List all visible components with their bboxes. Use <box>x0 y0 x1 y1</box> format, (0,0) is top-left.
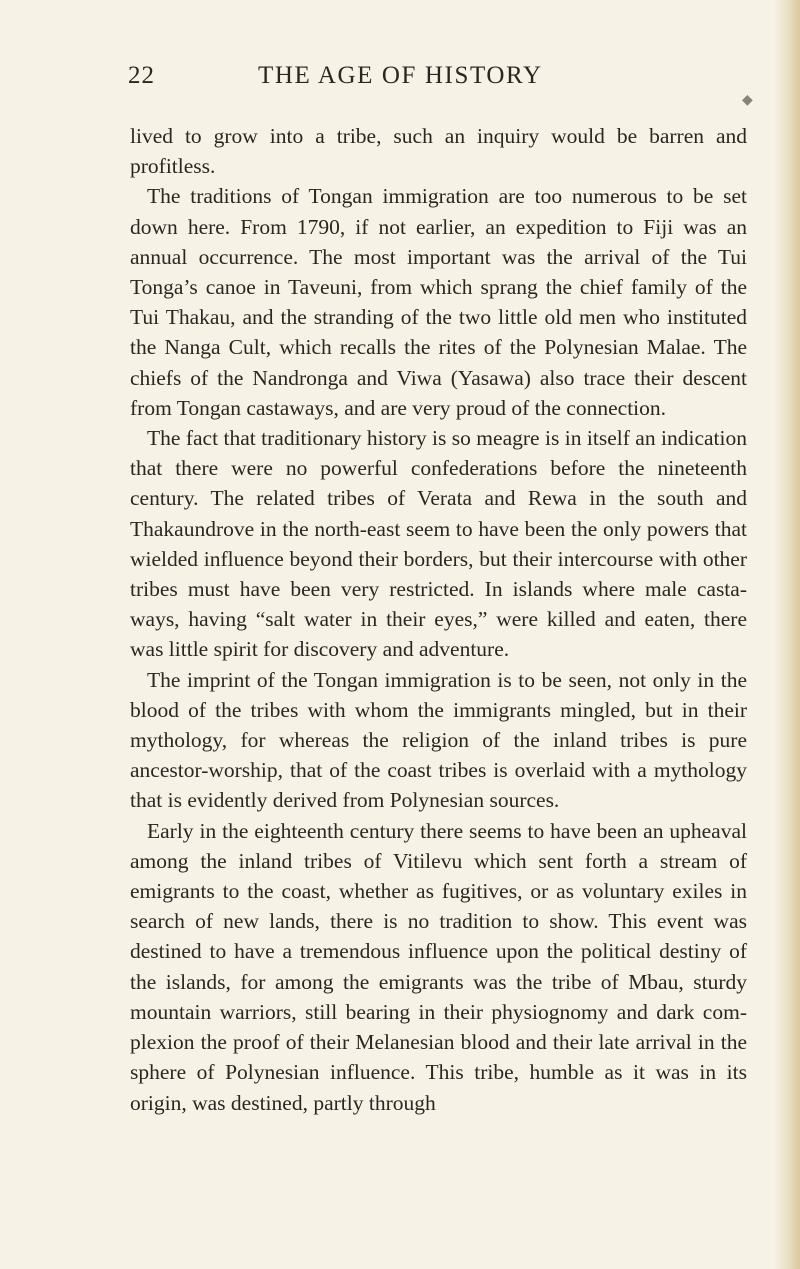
paragraph-5: Early in the eighteenth century there seems to have been an upheaval among the inland tribes of Vitilevu which sent forth a stream of emigrants to the coast, whether as fugitives, or as voluntary exiles in search of new lands, there is no tradition to show. This event was destined to have a tremendous influence upon the political destiny of the islands, for among the emigrants was the tribe of Mbau, sturdy mountain warriors, still bearing in their physiognomy and dark com-plexion the proof of their Melanesian blood and their late arrival in the sphere of Polynesian influence. This tribe, humble as it was in its origin, was destined, partly through <box>130 818 747 1115</box>
paragraph-2: The traditions of Tongan immigration are too numerous to be set down here. From 1790, if not earlier, an expedition to Fiji was an annual occurrence. The most important was the arrival of the Tui Tonga’s canoe in Taveuni, from which sprang the chief family of the Tui Thakau, and the stranding of the two little old men who instituted the Nanga Cult, which recalls the rites of the Polynesian Malae. The chiefs of the Nandronga and Viwa (Yasawa) also trace their descent from Tongan castaways, and are very proud of the connection. <box>130 184 747 420</box>
page-header <box>0 62 800 96</box>
running-head: THE AGE OF HISTORY <box>258 62 543 89</box>
paragraph-1: lived to grow into a tribe, such an inquiry would be barren and profitless. <box>130 124 747 179</box>
paragraph-4: The imprint of the Tongan immigration is to be seen, not only in the blood of the tribes with whom the immigrants mingled, but in their mythology, for whereas the religion of the inland tribes is pure ancestor-worship, that of the coast tribes is overlaid with a mythology that is evidently derived from Polynesian sources. <box>130 667 747 813</box>
ink-speck: ◆ <box>742 93 753 108</box>
page-edge-shadow <box>774 0 800 1269</box>
body-text <box>130 121 747 1118</box>
page-number: 22 <box>128 62 155 89</box>
paragraph-3: The fact that traditionary history is so meagre is in itself an indication that there were no powerful confederations before the nineteenth century. The related tribes of Verata and Rewa in the south and Thakaundrove in the north-east seem to have been the only powers that wielded influence beyond their borders, but their intercourse with other tribes must have been very restricted. In islands where male casta-ways, having “salt water in their eyes,” were killed and eaten, there was little spirit for discovery and adventure. <box>130 426 747 662</box>
